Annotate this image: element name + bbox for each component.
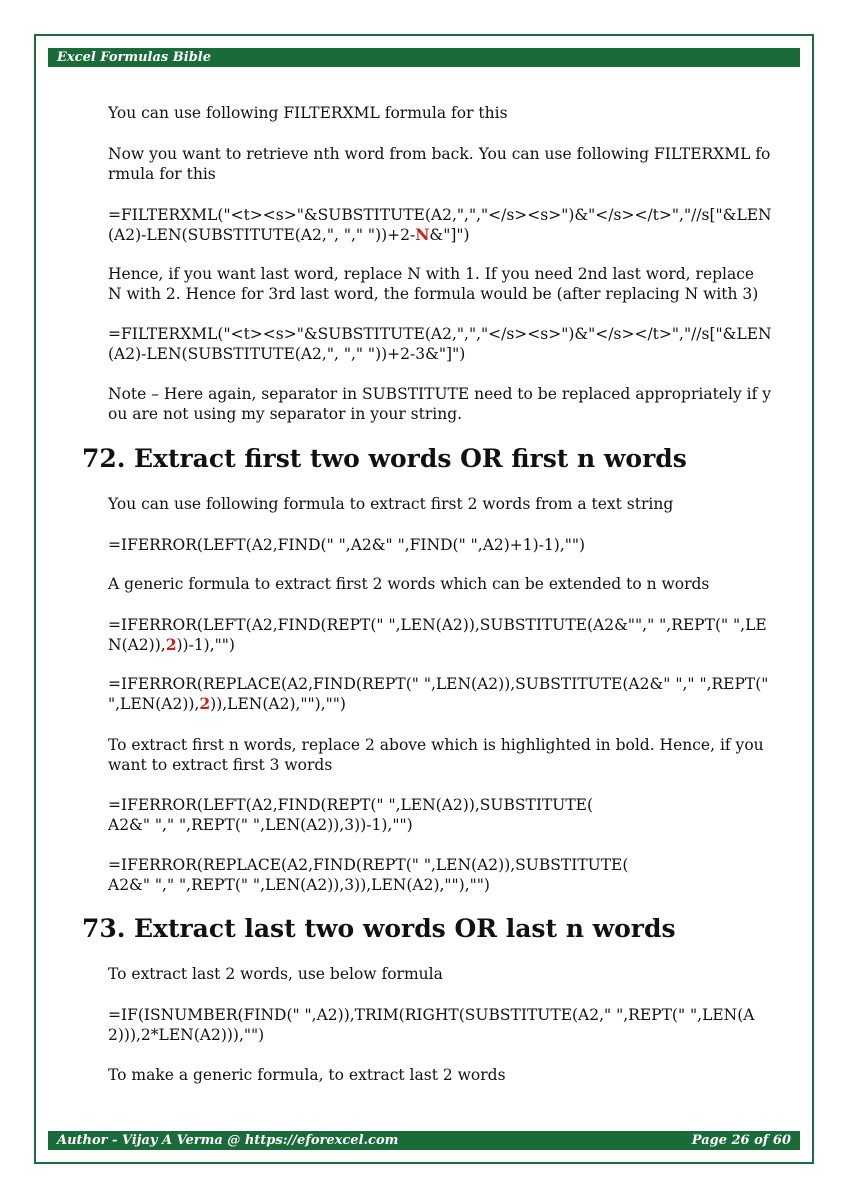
formula <box>108 855 772 895</box>
formula-text: =IFERROR(LEFT(A2,FIND(REPT(" ",LEN(A2)),SUBSTITUTE(A2&""," ",REPT(" ",LEN(A2)), <box>108 616 767 654</box>
formula-text: =IFERROR(REPLACE(A2,FIND(REPT(" ",LEN(A2)),SUBSTITUTE( <box>108 856 629 874</box>
section-heading-72 <box>82 444 687 474</box>
highlighted-number: 2 <box>165 635 177 654</box>
header-bar <box>48 48 800 67</box>
paragraph: To extract first n words, replace 2 above which is highlighted in bold. Hence, if you want to extract first 3 words <box>108 736 769 774</box>
document-title: Excel Formulas Bible <box>57 50 211 65</box>
section-title: Extract first two words OR first n words <box>134 444 687 473</box>
formula: =IFERROR(LEFT(A2,FIND(" ",A2&" ",FIND(" ",A2)+1)-1),"") <box>108 536 586 554</box>
paragraph: To extract last 2 words, use below formula <box>108 965 443 983</box>
section-title: Extract last two words OR last n words <box>134 914 676 943</box>
formula-text: A2&" "," ",REPT(" ",LEN(A2)),3))-1),"") <box>108 816 413 834</box>
paragraph: Hence, if you want last word, replace N with 1. If you need 2nd last word, replace N with 2. Hence for 3rd last word, the formula would be (after replacing N with 3) <box>108 265 760 303</box>
paragraph: Note – Here again, separator in SUBSTITUTE need to be replaced appropriately if you are not using my separator in your string. <box>108 385 772 423</box>
formula: =IF(ISNUMBER(FIND(" ",A2)),TRIM(RIGHT(SUBSTITUTE(A2," ",REPT(" ",LEN(A2))),2*LEN(A2))),"") <box>108 1006 755 1044</box>
page-border <box>34 34 814 1164</box>
formula <box>108 674 772 714</box>
formula: =FILTERXML("<t><s>"&SUBSTITUTE(A2,",","</s><s>")&"</s></t>","//s["&LEN(A2)-LEN(SUBSTITUTE(A2,", "," "))+2-3&"]") <box>108 325 772 363</box>
footer-bar <box>48 1131 800 1150</box>
formula-text: &"]") <box>429 226 470 244</box>
formula-text: ))-1),"") <box>176 636 235 654</box>
formula-text: )),LEN(A2),""),"") <box>210 695 346 713</box>
formula <box>108 795 772 835</box>
formula <box>108 205 772 245</box>
section-number: 72. <box>82 444 126 473</box>
paragraph: To make a generic formula, to extract last 2 words <box>108 1066 506 1084</box>
formula-text: =IFERROR(REPLACE(A2,FIND(REPT(" ",LEN(A2)),SUBSTITUTE(A2&" "," ",REPT(" ",LEN(A2)), <box>108 675 774 713</box>
paragraph: You can use following formula to extract first 2 words from a text string <box>108 495 674 513</box>
formula-text: =IFERROR(LEFT(A2,FIND(REPT(" ",LEN(A2)),SUBSTITUTE( <box>108 796 594 814</box>
highlighted-number: 2 <box>199 694 211 713</box>
formula-text: =FILTERXML("<t><s>"&SUBSTITUTE(A2,",","</s><s>")&"</s></t>","//s["&LEN(A2)-LEN(SUBSTITUTE(A2,", "," "))+2- <box>108 206 772 244</box>
section-heading-73 <box>82 914 676 944</box>
paragraph: Now you want to retrieve nth word from back. You can use following FILTERXML formula for this <box>108 145 771 183</box>
formula <box>108 615 772 655</box>
paragraph: A generic formula to extract first 2 words which can be extended to n words <box>108 575 710 593</box>
highlighted-variable: N <box>415 225 430 244</box>
paragraph: You can use following FILTERXML formula for this <box>108 104 508 122</box>
formula-text: A2&" "," ",REPT(" ",LEN(A2)),3)),LEN(A2),""),"") <box>108 876 490 894</box>
page-number: Page 26 of 60 <box>691 1133 791 1148</box>
section-number: 73. <box>82 914 126 943</box>
footer-author: Author - Vijay A Verma @ https://eforexcel.com <box>57 1133 399 1148</box>
